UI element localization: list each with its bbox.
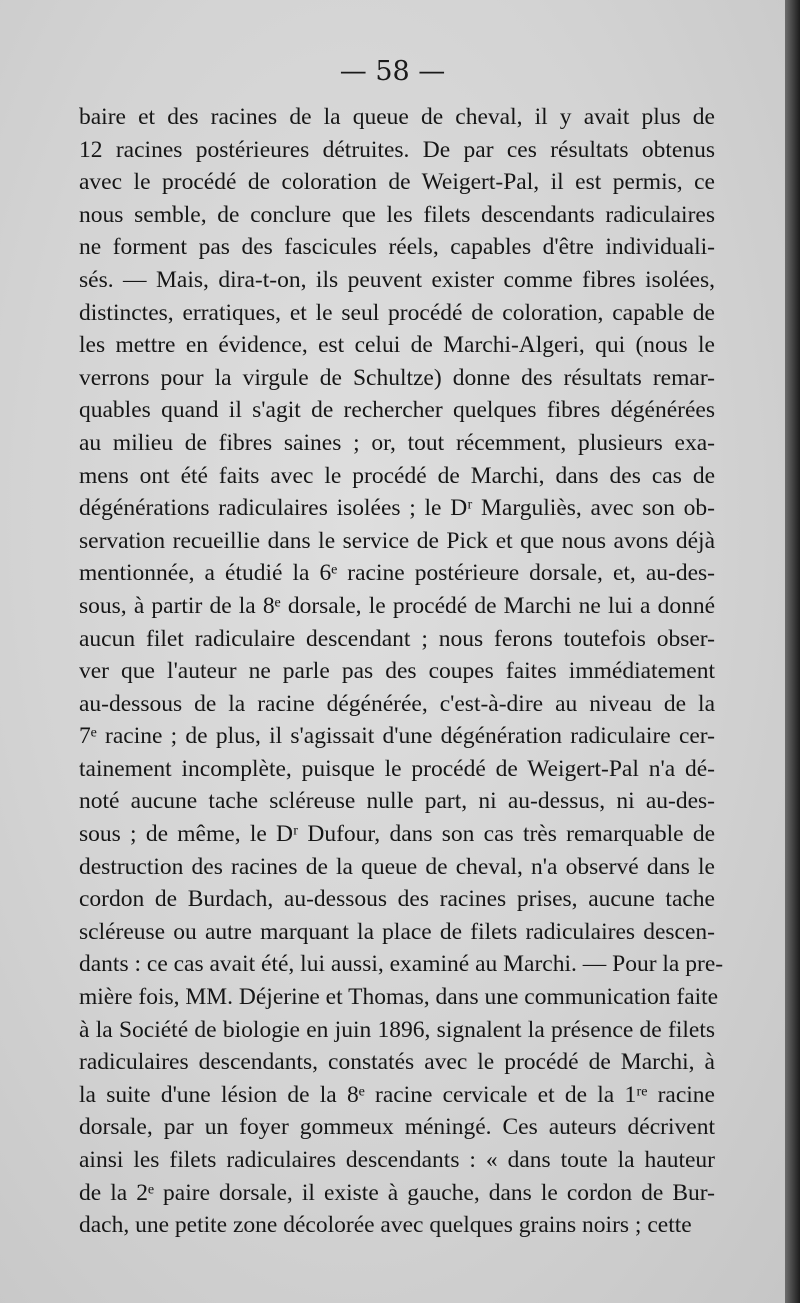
text-line: ne forment pas des fascicules réels, capables d'être individuali- — [79, 234, 715, 261]
text-line: baire et des racines de la queue de cheval, il y avait plus de — [79, 104, 715, 130]
text-line: dorsale, par un foyer gommeux méningé. Ces auteurs décrivent — [79, 1114, 715, 1141]
text-line: tainement incomplète, puisque le procédé de Weigert-Pal n'a dé- — [79, 755, 715, 782]
text-line: les mettre en évidence, est celui de Marchi-Algeri, qui (nous le — [79, 332, 715, 359]
text-line: de la 2ᵉ paire dorsale, il existe à gauche, dans le cordon de Bur- — [79, 1179, 715, 1206]
text-line: 12 racines postérieures détruites. De par ces résultats obtenus — [79, 136, 715, 163]
text-line: sés. — Mais, dira-t-on, ils peuvent exister comme fibres isolées, — [79, 266, 715, 293]
text-line: mière fois, MM. Déjerine et Thomas, dans une communication faite — [79, 984, 719, 1011]
text-line: avec le procédé de coloration de Weigert-Pal, il est permis, ce — [79, 169, 715, 196]
text-line: mentionnée, a étudié la 6ᵉ racine postérieure dorsale, et, au-des- — [79, 560, 715, 587]
text-line: au-dessous de la racine dégénérée, c'est-à-dire au niveau de la — [79, 690, 715, 717]
page-number: — 58 — — [339, 56, 446, 87]
text-line: dach, une petite zone décolorée avec quelques grains noirs ; cette — [79, 1212, 692, 1239]
text-line: à la Société de biologie en juin 1896, signalent la présence de filets — [79, 1016, 715, 1043]
text-line: 7ᵉ racine ; de plus, il s'agissait d'une dégénération radiculaire cer- — [79, 723, 715, 750]
text-line: aucun filet radiculaire descendant ; nous ferons toutefois obser- — [79, 625, 715, 652]
text-line: mens ont été faits avec le procédé de Marchi, dans des cas de — [79, 462, 715, 489]
text-line: cordon de Burdach, au-dessous des racines prises, aucune tache — [79, 886, 715, 913]
text-line: noté aucune tache scléreuse nulle part, ni au-dessus, ni au-des- — [79, 788, 715, 815]
text-line: quables quand il s'agit de rechercher quelques fibres dégénérées — [79, 397, 715, 424]
text-line: dants : ce cas avait été, lui aussi, examiné au Marchi. — Pour la pre- — [79, 951, 724, 978]
text-line: radiculaires descendants, constatés avec le procédé de Marchi, à — [79, 1049, 715, 1076]
text-line: ainsi les filets radiculaires descendants : « dans toute la hauteur — [79, 1147, 715, 1173]
text-line: scléreuse ou autre marquant la place de filets radiculaires descen- — [79, 918, 715, 945]
text-line: distinctes, erratiques, et le seul procédé de coloration, capable de — [79, 299, 715, 326]
page-edge-shadow — [785, 0, 800, 1303]
text-line: dégénérations radiculaires isolées ; le Dʳ Marguliès, avec son ob- — [79, 495, 715, 522]
text-line: nous semble, de conclure que les filets descendants radiculaires — [79, 201, 715, 228]
text-line: destruction des racines de la queue de cheval, n'a observé dans le — [79, 853, 715, 880]
text-line: ver que l'auteur ne parle pas des coupes faites immédiatement — [79, 658, 715, 685]
text-line: la suite d'une lésion de la 8ᵉ racine cervicale et de la 1ʳᵉ racine — [79, 1081, 715, 1108]
text-line: sous, à partir de la 8ᵉ dorsale, le procédé de Marchi ne lui a donné — [79, 592, 715, 619]
body-text — [79, 101, 724, 1242]
text-line: sous ; de même, le Dʳ Dufour, dans son cas très remarquable de — [79, 821, 715, 848]
text-line: au milieu de fibres saines ; or, tout récemment, plusieurs exa- — [79, 429, 715, 456]
text-line: verrons pour la virgule de Schultze) donne des résultats remar- — [79, 364, 715, 391]
text-line: servation recueillie dans le service de Pick et que nous avons déjà — [79, 527, 715, 554]
